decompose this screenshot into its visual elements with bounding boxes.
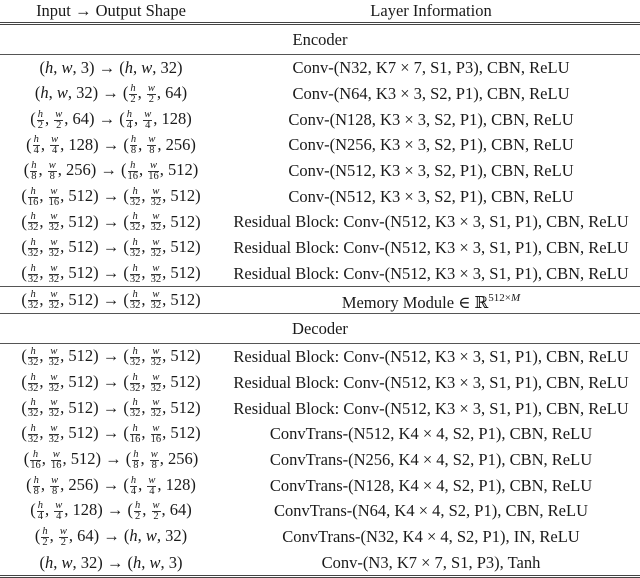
shape-cell: ( $\frac{h}{32}$ , $\frac{w}{32}$ , 512) → ( $\frac{h}{32}$ , $\frac{w}{32}$ , 512) bbox=[21, 211, 201, 234]
table-row bbox=[0, 261, 640, 287]
table-row bbox=[0, 183, 640, 209]
section-header-encoder bbox=[0, 24, 640, 55]
table-row bbox=[0, 235, 640, 261]
header-layer-info: Layer Information bbox=[370, 1, 492, 20]
table-row bbox=[0, 81, 640, 107]
layer-info-cell: Residual Block: Conv-(N512, K3 × 3, S1, P1), CBN, ReLU bbox=[233, 398, 629, 418]
table-row bbox=[0, 370, 640, 396]
layer-info-cell: Residual Block: Conv-(N512, K3 × 3, S1, P1), CBN, ReLU bbox=[222, 343, 640, 369]
layer-info-cell: ConvTrans-(N32, K4 × 4, S2, P1), IN, ReLU bbox=[282, 527, 580, 547]
layer-info-cell: ConvTrans-(N512, K4 × 4, S2, P1), CBN, ReLU bbox=[269, 424, 593, 444]
layer-info-cell: Residual Block: Conv-(N512, K3 × 3, S1, P1), CBN, ReLU bbox=[233, 263, 629, 283]
table-row bbox=[0, 132, 640, 158]
shape-cell: ( $\frac{h}{32}$ , $\frac{w}{32}$ , 512) → ( $\frac{h}{32}$ , $\frac{w}{32}$ , 512) bbox=[0, 287, 222, 314]
shape-cell: ( $\frac{h}{4}$ , $\frac{w}{4}$ , 128) → ( $\frac{h}{8}$ , $\frac{w}{8}$ , 256) bbox=[26, 134, 196, 157]
layer-info-cell: Conv-(N3, K7 × 7, S1, P3), Tanh bbox=[222, 549, 640, 576]
layer-info-cell: Conv-(N64, K3 × 3, S2, P1), CBN, ReLU bbox=[292, 84, 570, 104]
layer-info-cell: Conv-(N512, K3 × 3, S2, P1), CBN, ReLU bbox=[288, 186, 574, 206]
shape-cell: ( $\frac{h}{4}$ , $\frac{w}{4}$ , 128) → ( $\frac{h}{2}$ , $\frac{w}{2}$ , 64) bbox=[30, 500, 192, 523]
section-title: Decoder bbox=[0, 313, 640, 343]
table-row bbox=[0, 524, 640, 550]
table-row bbox=[0, 447, 640, 473]
table-row bbox=[0, 287, 640, 314]
shape-cell: ( $\frac{h}{32}$ , $\frac{w}{32}$ , 512) → ( $\frac{h}{16}$ , $\frac{w}{16}$ , 512) bbox=[21, 423, 201, 446]
shape-cell: (h, w, 32) → ( $\frac{h}{2}$ , $\frac{w}{2}$ , 64) bbox=[34, 82, 188, 105]
table-row bbox=[0, 421, 640, 447]
table-row bbox=[0, 549, 640, 576]
shape-cell: ( $\frac{h}{2}$ , $\frac{w}{2}$ , 64) → ( $\frac{h}{4}$ , $\frac{w}{4}$ , 128) bbox=[30, 108, 192, 131]
shape-cell: ( $\frac{h}{32}$ , $\frac{w}{32}$ , 512) → ( $\frac{h}{32}$ , $\frac{w}{32}$ , 512) bbox=[21, 237, 201, 260]
table-row bbox=[0, 498, 640, 524]
shape-cell: ( $\frac{h}{16}$ , $\frac{w}{16}$ , 512) → ( $\frac{h}{8}$ , $\frac{w}{8}$ , 256) bbox=[23, 448, 199, 471]
table-row bbox=[0, 106, 640, 132]
layer-info-cell: Residual Block: Conv-(N512, K3 × 3, S1, P1), CBN, ReLU bbox=[233, 372, 629, 392]
shape-cell: ( $\frac{h}{2}$ , $\frac{w}{2}$ , 64) → (h, w, 32) bbox=[34, 525, 188, 548]
layer-info-cell: Residual Block: Conv-(N512, K3 × 3, S1, P1), CBN, ReLU bbox=[233, 212, 629, 232]
shape-cell: (h, w, 3) → (h, w, 32) bbox=[0, 55, 222, 81]
layer-info-cell: Memory Module ∈ ℝ$^{512\times M}$ bbox=[222, 287, 640, 314]
layer-info-cell: ConvTrans-(N128, K4 × 4, S2, P1), CBN, ReLU bbox=[269, 475, 593, 495]
layer-info-cell: Conv-(N128, K3 × 3, S2, P1), CBN, ReLU bbox=[288, 109, 574, 129]
table-row bbox=[0, 209, 640, 235]
table-body bbox=[0, 24, 640, 577]
layer-info-cell: Conv-(N512, K3 × 3, S2, P1), CBN, ReLU bbox=[288, 161, 574, 181]
section-title: Encoder bbox=[0, 24, 640, 55]
layer-info-cell: ConvTrans-(N64, K4 × 4, S2, P1), CBN, ReLU bbox=[274, 501, 588, 521]
memory-dimension-superscript: 512×M bbox=[488, 291, 521, 304]
shape-cell: (h, w, 32) → (h, w, 3) bbox=[0, 549, 222, 576]
shape-cell: ( $\frac{h}{32}$ , $\frac{w}{32}$ , 512) → ( $\frac{h}{32}$ , $\frac{w}{32}$ , 512) bbox=[21, 371, 201, 394]
layer-info-cell: Conv-(N256, K3 × 3, S2, P1), CBN, ReLU bbox=[288, 135, 574, 155]
shape-cell: ( $\frac{h}{32}$ , $\frac{w}{32}$ , 512) → ( $\frac{h}{32}$ , $\frac{w}{32}$ , 512) bbox=[21, 397, 201, 420]
layer-info-cell: Conv-(N32, K7 × 7, S1, P3), CBN, ReLU bbox=[222, 55, 640, 81]
table-row bbox=[0, 158, 640, 184]
table-row bbox=[0, 395, 640, 421]
table-row bbox=[0, 55, 640, 81]
table-row bbox=[0, 472, 640, 498]
shape-cell: ( $\frac{h}{32}$ , $\frac{w}{32}$ , 512) → ( $\frac{h}{32}$ , $\frac{w}{32}$ , 512) bbox=[0, 343, 222, 369]
shape-cell: ( $\frac{h}{16}$ , $\frac{w}{16}$ , 512) → ( $\frac{h}{32}$ , $\frac{w}{32}$ , 512) bbox=[21, 185, 201, 208]
table-row bbox=[0, 343, 640, 369]
shape-cell: ( $\frac{h}{8}$ , $\frac{w}{8}$ , 256) → ( $\frac{h}{4}$ , $\frac{w}{4}$ , 128) bbox=[26, 474, 196, 497]
shape-cell: ( $\frac{h}{8}$ , $\frac{w}{8}$ , 256) → ( $\frac{h}{16}$ , $\frac{w}{16}$ , 512) bbox=[23, 159, 199, 182]
header-shape: Input → Output Shape bbox=[36, 1, 186, 20]
layer-info-cell: ConvTrans-(N256, K4 × 4, S2, P1), CBN, ReLU bbox=[269, 449, 593, 469]
section-header-decoder bbox=[0, 313, 640, 343]
shape-cell: ( $\frac{h}{32}$ , $\frac{w}{32}$ , 512) → ( $\frac{h}{32}$ , $\frac{w}{32}$ , 512) bbox=[21, 262, 201, 285]
layer-info-cell: Residual Block: Conv-(N512, K3 × 3, S1, P1), CBN, ReLU bbox=[233, 238, 629, 258]
